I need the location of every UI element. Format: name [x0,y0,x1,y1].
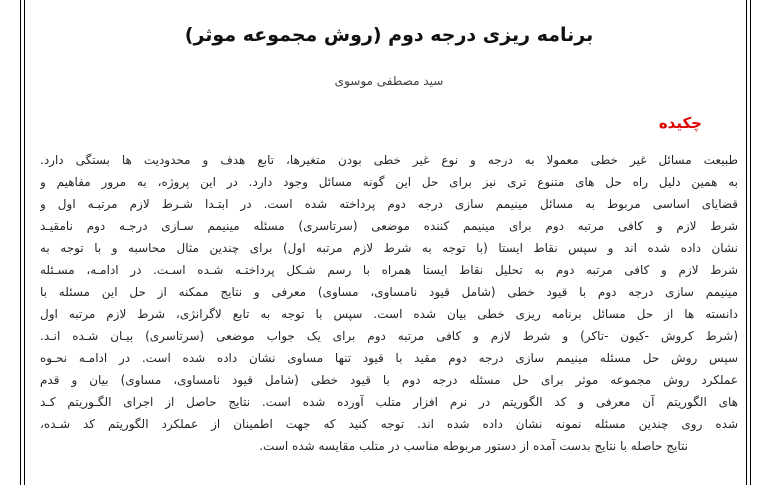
abstract-line: نشان داده شده اند و سپس نقاط ایستا (با توجه به شرط لازم مرتبه اول) برای چندین مثال محاسبه و با توجه به [40,241,738,255]
abstract-line: مینیمم سازی درجه دوم با قیود خطی (شامل قیود نامساوی، مساوی) معرفی و نتایج ممکنه از حل این مسئله با [40,285,738,299]
abstract-line: سپس روش حل مسئله مینیمم سازی درجه دوم مقید با قیود تنها مساوی نشان داده شده است. در ادامـه نحـوه [40,351,738,365]
abstract-line: شرط لازم و کافی مرتبه دوم به تحلیل نقاط ایستا همراه با رسم شـکل پرداختـه شـده اسـت. در ادامـه، مسـئله [40,263,738,277]
paper-title: برنامه ریزی درجه دوم (روش مجموعه موثر) [184,24,594,46]
abstract-line: دانسته ها از حل مسائل برنامه ریزی خطی بیان شده است. سپس با توجه به تابع لاگرانژی، شرط لازم مرتبه اول [40,307,738,321]
abstract-line: قضایای اساسی مربوط به مسائل مینیمم سازی درجه دوم پرداخته شده است. در ابتـدا شـرط لازم مرتبـه اول و [40,197,738,211]
abstract-line: نتایج حاصله با نتایج بدست آمده از دستور مربوطه مناسب در متلب مقایسه شده است. [259,439,688,453]
abstract-paragraph [40,149,738,457]
abstract-line: عملکرد روش مجموعه موثر برای حل مسئله درجه دوم با قیود خطی (شامل قیود نامساوی، مساوی) بیان و قدم [40,373,738,387]
page-content [40,0,738,485]
abstract-line: به همین دلیل راه حل های متنوع تری نیز برای حل این گونه مسائل وجود دارد. در این پروژه، به مرور مفاهیم و [40,175,738,189]
abstract-line: های الگوریتم آن معرفی و کد الگوریتم در نرم افزار متلب آورده شده است. نتایج حاصل از اجرای الگـوریتم کـد [40,395,738,409]
abstract-heading: چکیده [658,114,702,132]
page-border-right [746,0,751,485]
abstract-line: طبیعت مسائل غیر خطی معمولا به درجه و نوع غیر خطی بودن متغیرها، تابع هدف و محدودیت ها بستگی دارد. [40,153,738,167]
abstract-line: شده روی چندین مسئله نمونه نشان داده شده اند. توجه کنید که جهت اطمینان از عملکرد الگوریتم کد شـده، [40,417,738,431]
author-name: سید مصطفی موسوی [334,74,444,88]
abstract-line: شرط لازم و کافی مرتبه دوم برای مینیمم کننده موضعی (سرتاسری) مسئله مینیمم سـازی درجـه دوم نامقیـد [40,219,738,233]
abstract-line: (شرط کروش -کیون -تاکر) و شرط لازم و کافی مرتبه دوم برای یک جواب موضعی (سرتاسری) بیـان شـده انـد. [40,329,738,343]
page-border-left [20,0,25,485]
